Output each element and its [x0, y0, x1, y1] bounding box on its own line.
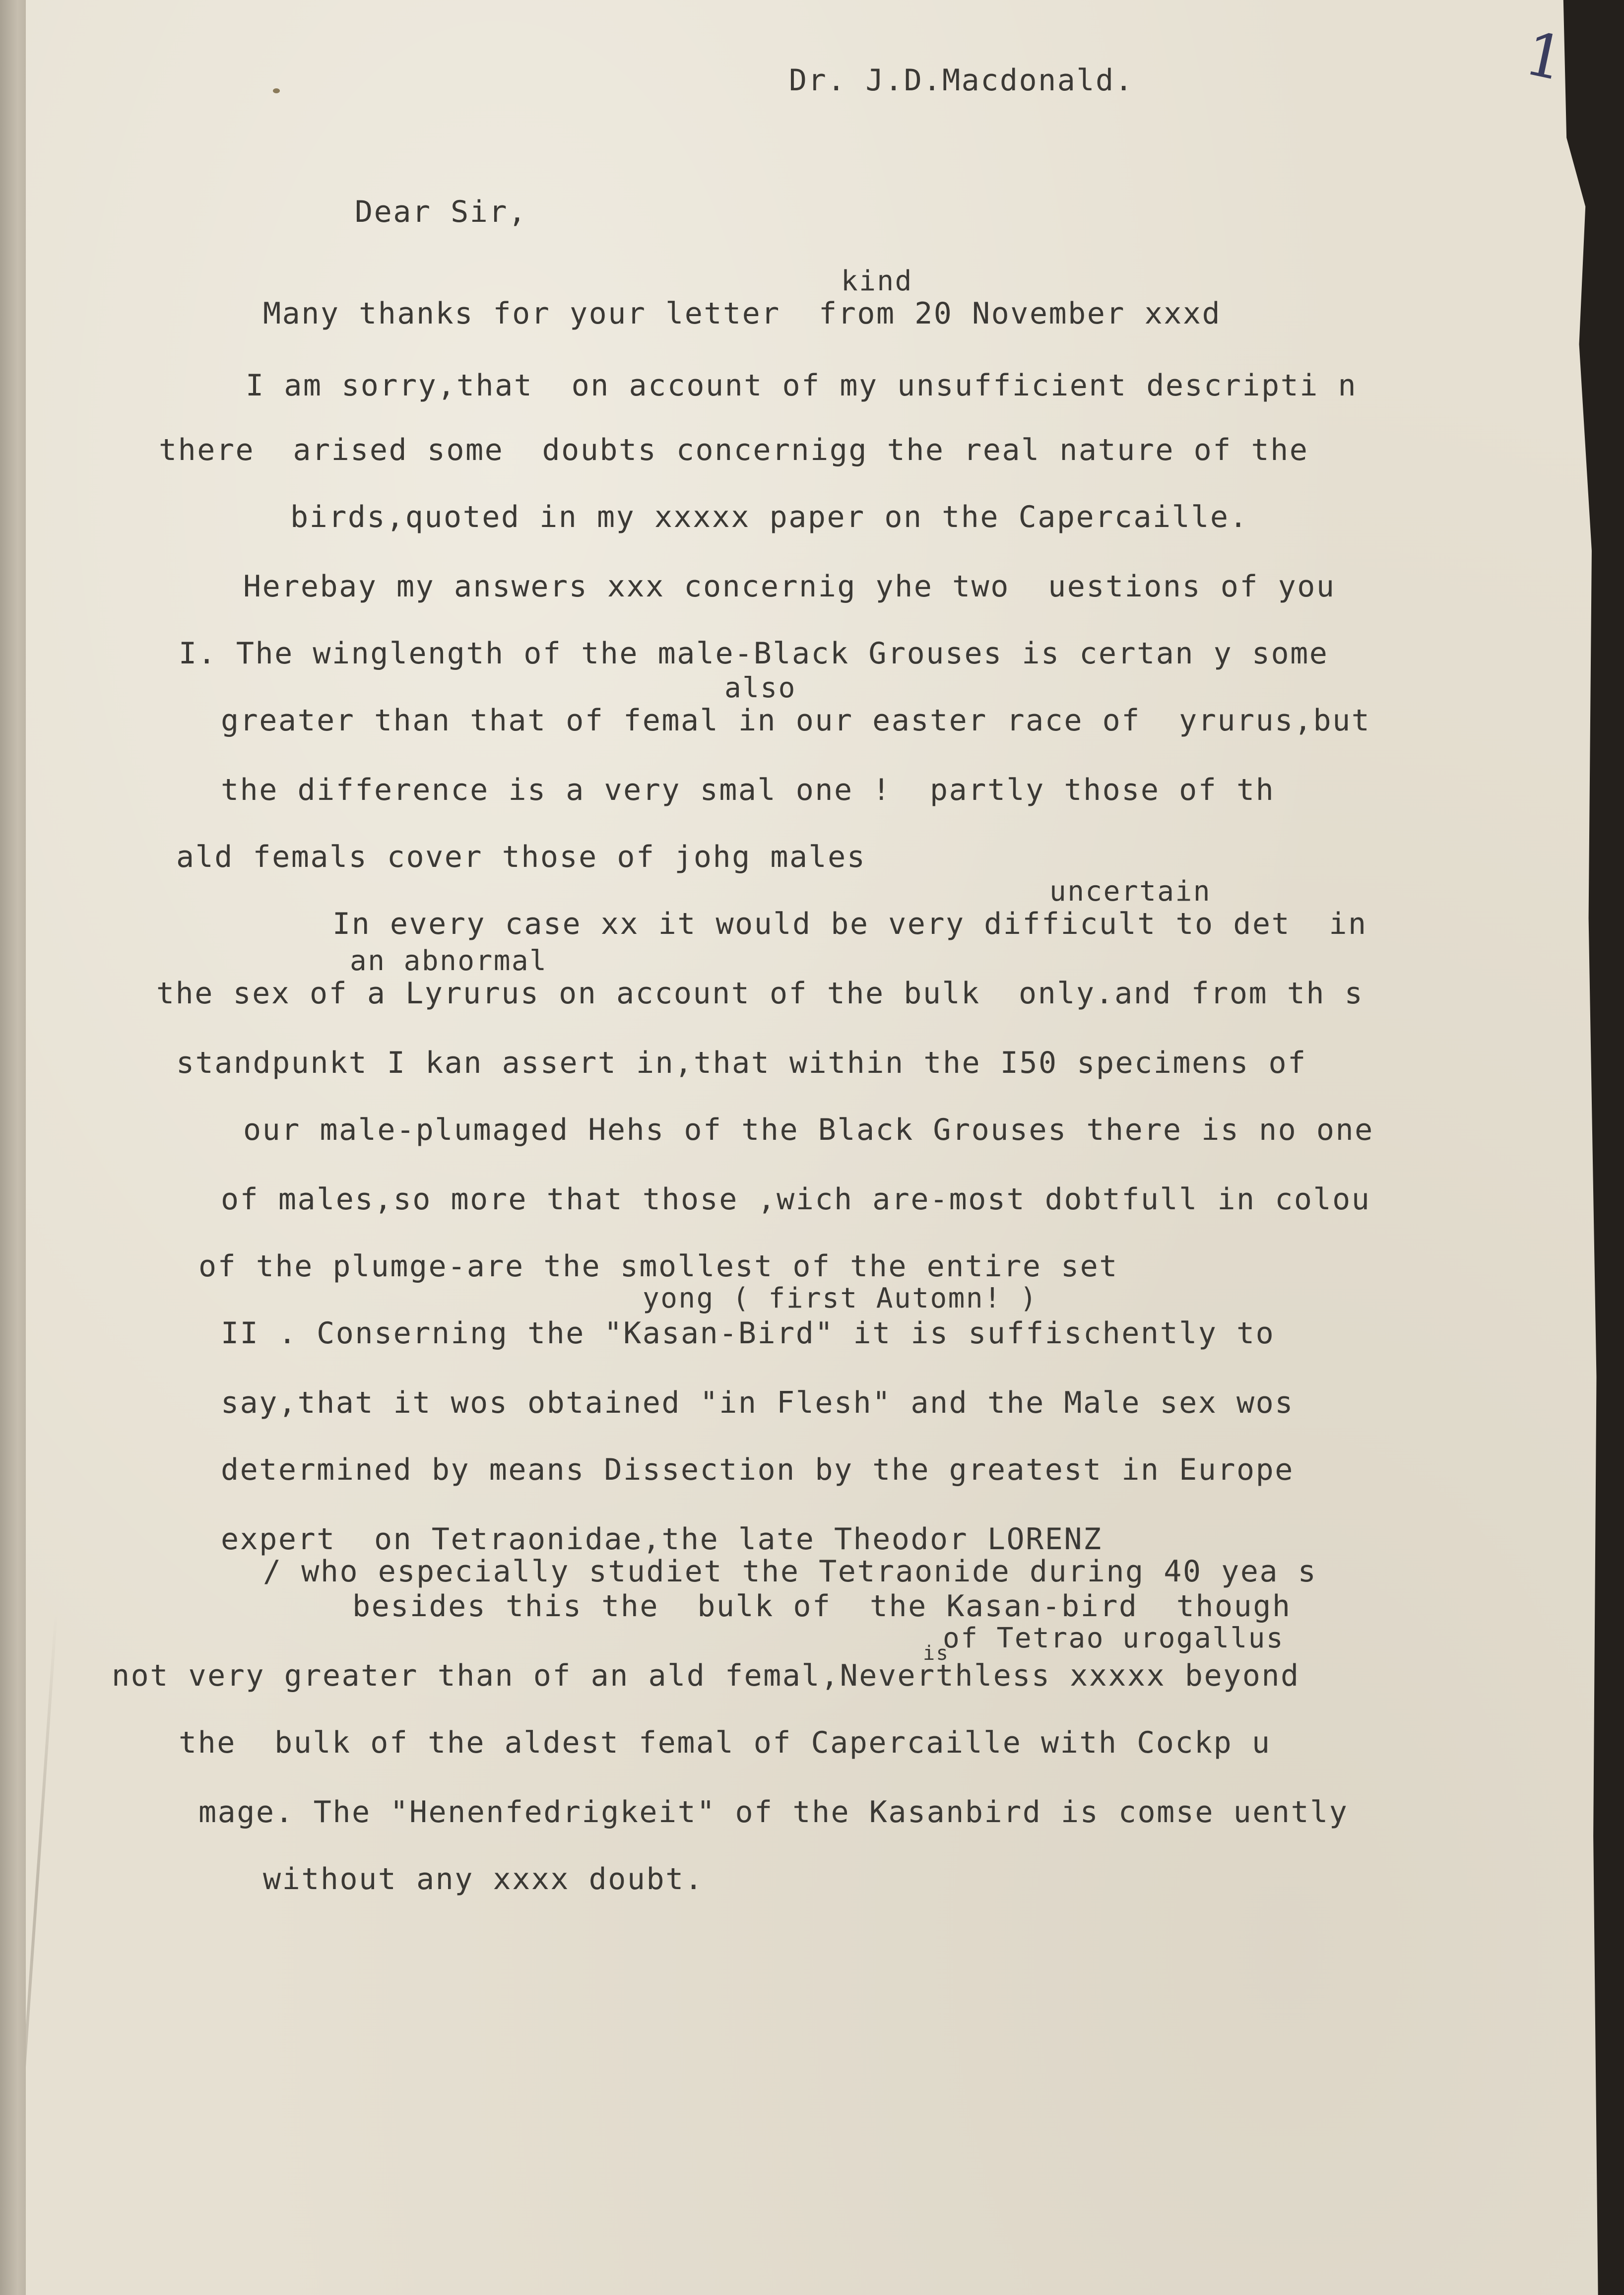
text-line-10: In every case xx it would be very difficult to det in [332, 907, 1367, 941]
insertion-also: also [724, 672, 796, 704]
text-line-17: say,that it wos obtained "in Flesh" and the Male sex wos [221, 1385, 1294, 1420]
text-line-23: the bulk of the aldest femal of Capercaille with Cockp u [179, 1725, 1271, 1760]
insertion-kind: kind [841, 265, 913, 297]
salutation-line: Dear Sir, [355, 195, 527, 229]
text-line-4: birds,quoted in my xxxxx paper on the Capercaille. [290, 500, 1249, 534]
text-line-3: there arised some doubts concernigg the real nature of the [159, 433, 1309, 467]
addressee-line: Dr. J.D.Macdonald. [789, 63, 1134, 98]
text-line-24: mage. The "Henenfedrigkeit" of the Kasanbird is comse uently [198, 1795, 1349, 1830]
insertion-yong: yong ( first Automn! ) [643, 1282, 1038, 1314]
text-line-18: determined by means Dissection by the greatest in Europe [221, 1452, 1294, 1487]
text-line-14: of males,so more that those ,wich are-most dobtfull in colou [221, 1182, 1371, 1217]
paper-speck [273, 88, 280, 93]
text-line-6: I. The winglength of the male-Black Grouses is certan y some [179, 636, 1329, 671]
insertion-is: is [923, 1642, 950, 1665]
insertion-tetrao-urogallus: of Tetrao urogallus [943, 1622, 1285, 1654]
text-line-20: / who especially studiet the Tetraonide during 40 yea s [263, 1554, 1317, 1589]
text-line-2: I am sorry,that on account of my unsufficient descripti n [246, 368, 1358, 403]
text-line-5: Herebay my answers xxx concernig yhe two uestions of you [243, 569, 1336, 604]
text-line-25: without any xxxx doubt. [263, 1862, 704, 1897]
text-line-15: of the plumge-are the smollest of the entire set [198, 1249, 1118, 1284]
text-line-11: the sex of a Lyrurus on account of the bulk only.and from th s [156, 976, 1364, 1011]
insertion-uncertain: uncertain [1049, 875, 1211, 908]
text-line-21: besides this the bulk of the Kasan-bird though [352, 1589, 1292, 1624]
text-line-22: not very greater than of an ald femal,Neverthless xxxxx beyond [112, 1658, 1300, 1693]
text-line-1: Many thanks for your letter from 20 November xxxd [263, 296, 1222, 331]
text-line-19: expert on Tetraonidae,the late Theodor LORENZ [221, 1522, 1103, 1557]
text-line-12: standpunkt I kan assert in,that within the I50 specimens of [176, 1046, 1307, 1080]
text-line-9: ald femals cover those of johg males [176, 840, 866, 874]
insertion-an-abnormal: an abnormal [350, 945, 548, 977]
page-number: 1 [1519, 19, 1571, 95]
text-line-16: II . Conserning the "Kasan-Bird" it is suffischently to [221, 1316, 1275, 1351]
underlying-sheet-edge [0, 0, 30, 2295]
text-line-8: the difference is a very smal one ! partly those of th [221, 773, 1275, 807]
text-line-13: our male-plumaged Hehs of the Black Grouses there is no one [243, 1113, 1374, 1147]
letter-page [26, 0, 1601, 2295]
text-line-7: greater than that of femal in our easter race of yrurus,but [221, 703, 1371, 738]
